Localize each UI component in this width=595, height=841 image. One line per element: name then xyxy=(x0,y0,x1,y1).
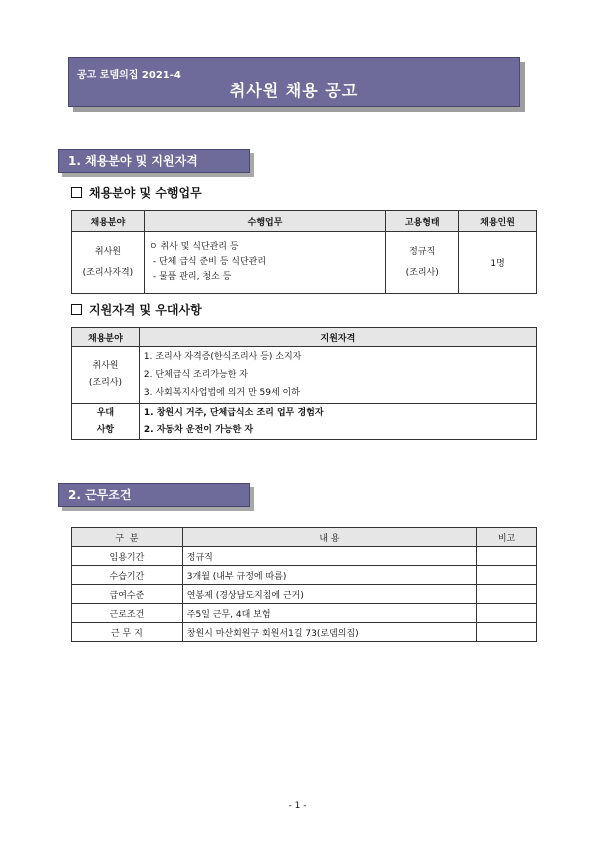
field-cell xyxy=(72,232,145,294)
employment-type: 정규직 xyxy=(409,246,436,257)
section1-header: 1. 채용분야 및 지원자격 xyxy=(58,149,250,173)
table-header: 구 분 xyxy=(72,528,183,547)
condition-note xyxy=(477,585,537,604)
condition-label: 임용기간 xyxy=(72,547,183,566)
table-header: 채용분야 xyxy=(72,211,145,232)
condition-value: 주5일 근무, 4대 보험 xyxy=(182,604,476,623)
table-header: 내 용 xyxy=(182,528,476,547)
condition-value: 연봉제 (경상남도지침에 근거) xyxy=(182,585,476,604)
condition-label: 수습기간 xyxy=(72,566,183,585)
field-qualification: (조리사자격) xyxy=(82,267,134,278)
checkbox-square-icon xyxy=(71,187,82,198)
table-header-row xyxy=(72,211,537,232)
qualification-item: 3. 사회복지사업법에 의거 만 59세 이하 xyxy=(143,388,300,398)
duty-item: ㅇ 취사 및 식단관리 등 xyxy=(148,242,239,252)
work-conditions-table xyxy=(71,527,537,642)
section2-header: 2. 근무조건 xyxy=(58,483,250,507)
table-row xyxy=(72,232,537,294)
table-row xyxy=(72,585,537,604)
table-header-row xyxy=(72,528,537,547)
table-header: 수행업무 xyxy=(144,211,385,232)
subsection-duties-label: 채용분야 및 수행업무 xyxy=(89,186,202,200)
table-row xyxy=(72,604,537,623)
duty-item: - 물품 관리, 청소 등 xyxy=(152,272,232,282)
hire-count-cell: 1명 xyxy=(459,232,537,294)
title-banner xyxy=(68,57,520,107)
preference-item: 2. 자동차 운전이 가능한 자 xyxy=(143,424,254,435)
table-header: 채용인원 xyxy=(459,211,537,232)
qualification-item: 1. 조리사 자격증(한식조리사 등) 소지자 xyxy=(143,352,302,362)
condition-label: 근 무 지 xyxy=(72,623,183,642)
table-header: 지원자격 xyxy=(139,328,536,347)
subsection-qualifications xyxy=(71,301,202,318)
qualifications-cell xyxy=(139,347,536,404)
condition-note xyxy=(477,623,537,642)
condition-note xyxy=(477,547,537,566)
table-row xyxy=(72,566,537,585)
condition-value: 3개월 (내부 규정에 따름) xyxy=(182,566,476,585)
condition-value: 정규직 xyxy=(182,547,476,566)
preference-label: 사항 xyxy=(96,424,115,435)
table-header-row xyxy=(72,328,537,347)
table-row xyxy=(72,347,537,404)
preferences-cell xyxy=(139,404,536,440)
duties-table xyxy=(71,210,537,294)
field-qualification: (조리사) xyxy=(88,378,122,388)
duty-item: - 단체 급식 준비 등 식단관리 xyxy=(152,257,267,267)
table-header: 비고 xyxy=(477,528,537,547)
employment-type-cell xyxy=(386,232,459,294)
condition-note xyxy=(477,604,537,623)
qualification-item: 2. 단체급식 조리가능한 자 xyxy=(143,370,248,380)
table-header: 채용분야 xyxy=(72,328,140,347)
table-header: 고용형태 xyxy=(386,211,459,232)
notice-number: 공고 로뎀의집 2021-4 xyxy=(77,70,181,81)
page-title: 취사원 채용 공고 xyxy=(229,81,359,100)
condition-value: 창원시 마산회원구 회원서1길 73(로뎀의집) xyxy=(182,623,476,642)
subsection-duties xyxy=(71,184,202,201)
table-row xyxy=(72,547,537,566)
employment-role: (조리사) xyxy=(405,267,439,278)
field-cell xyxy=(72,347,140,404)
checkbox-square-icon xyxy=(71,304,82,315)
condition-label: 급여수준 xyxy=(72,585,183,604)
field-name: 취사원 xyxy=(92,361,119,371)
duties-cell xyxy=(144,232,385,294)
preference-label: 우대 xyxy=(96,407,115,418)
condition-note xyxy=(477,566,537,585)
preference-label-cell xyxy=(72,404,140,440)
qualifications-table xyxy=(71,327,537,440)
page-number: - 1 - xyxy=(288,801,307,811)
condition-label: 근로조건 xyxy=(72,604,183,623)
preference-item: 1. 창원시 거주, 단체급식소 조리 업무 경험자 xyxy=(143,407,324,418)
table-row xyxy=(72,404,537,440)
table-row xyxy=(72,623,537,642)
field-name: 취사원 xyxy=(94,246,121,257)
subsection-qualifications-label: 지원자격 및 우대사항 xyxy=(89,303,202,317)
